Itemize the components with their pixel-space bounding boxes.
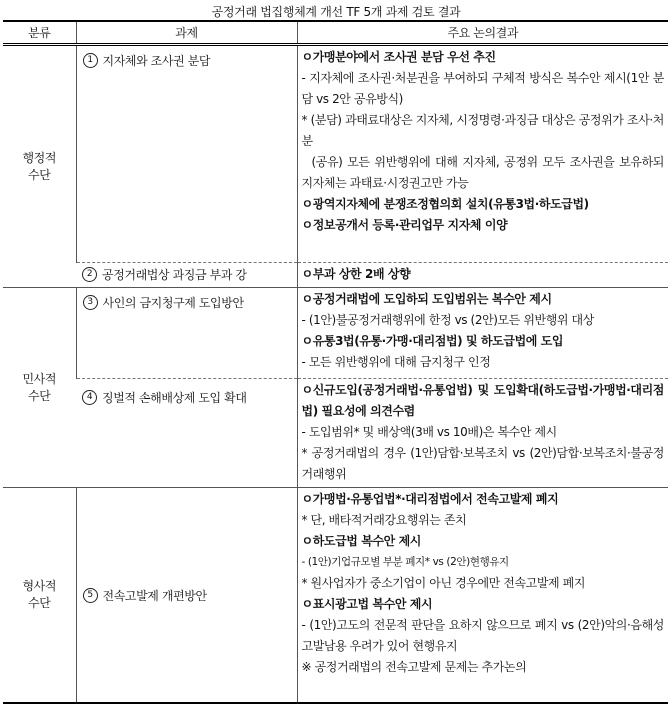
task-label-5: 전속고발제 개편방안 [102, 588, 207, 603]
task-label-1: 지자체와 조사권 분담 [102, 54, 211, 68]
circled-number-5: 5 [83, 588, 98, 603]
circled-number-2: 2 [82, 267, 97, 282]
result-line: ㅇ가맹분야에서 조사권 분담 우선 추진 [301, 50, 496, 64]
result-line: ㅇ가맹법·유통업법*·대리점법에서 전속고발제 폐지 [301, 492, 559, 506]
result-cell-3 [297, 288, 668, 379]
task-cell-4 [76, 379, 297, 488]
result-line: ㅇ부과 상한 2배 상향 [301, 267, 411, 281]
result-line: * 공정거래법의 경우 (1안)담합·보복조치 vs (2안)담합·보복조치·불공정거래행위 [301, 446, 664, 481]
task-cell-5 [76, 488, 297, 704]
table-row [3, 379, 668, 488]
table-header-row [3, 21, 668, 45]
result-line: ㅇ광역지자체에 분쟁조정협의회 설치(유통3법·하도급법) [301, 197, 589, 211]
result-line: - 도입범위* 및 배상액(3배 vs 10배)은 복수안 제시 [301, 425, 557, 439]
task-cell-3 [76, 288, 297, 379]
result-line: * 단, 배타적거래강요행위는 존치 [301, 513, 467, 527]
header-category: 분류 [3, 21, 76, 45]
result-line: ㅇ표시광고법 복수안 제시 [301, 597, 433, 611]
task-cell-1 [76, 45, 297, 263]
result-line: * (분담) 과태료대상은 지자체, 시정명령·과징금 대상은 공정위가 조사·처분 [301, 113, 664, 148]
table-row [3, 45, 668, 263]
review-table [3, 20, 668, 704]
result-line: - 모든 위반행위에 대해 금지청구 인정 [301, 355, 491, 369]
category-admin: 행정적 수단 [3, 45, 76, 288]
result-line: ㅇ정보공개서 등록·관리업무 지자체 이양 [301, 218, 508, 232]
document-title: 공정거래 법집행체계 개선 TF 5개 과제 검토 결과 [211, 5, 461, 19]
result-line: ※ 공정거래법의 전속고발제 문제는 추가논의 [301, 660, 527, 674]
result-line: ㅇ하도급법 복수안 제시 [301, 534, 421, 548]
table-row [3, 263, 668, 288]
result-line: - (1안)기업규모별 부분 폐지* vs (2안)현행유지 [301, 556, 509, 568]
category-criminal: 형사적 수단 [3, 488, 76, 704]
result-line: ㅇ공정거래법에 도입하되 도입범위는 복수안 제시 [301, 292, 552, 306]
result-line: * 원사업자가 중소기업이 아닌 경우에만 전속고발제 폐지 [301, 576, 586, 590]
task-label-4: 징벌적 손해배상제 도입 확대 [102, 391, 247, 405]
result-cell-4 [297, 379, 668, 488]
task-label-3: 사인의 금지청구제 도입방안 [102, 296, 244, 310]
task-cell-2 [76, 263, 297, 288]
result-cell-5 [297, 488, 668, 704]
result-line: - (1안)불공정거래행위에 한정 vs (2안)모든 위반행위 대상 [301, 313, 594, 327]
result-cell-2 [297, 263, 668, 288]
table-row [3, 488, 668, 704]
result-line: - (1안)고도의 전문적 판단을 요하지 않으므로 폐지 vs (2안)악의·음해성 고발남용 우려가 있어 현행유지 [301, 618, 664, 653]
task-label-2: 공정거래법상 과징금 부과 강 [102, 268, 247, 282]
header-task: 과제 [76, 21, 297, 45]
circled-number-4: 4 [82, 390, 97, 405]
header-result: 주요 논의결과 [297, 21, 668, 45]
result-line: ㅇ유통3법(유통·가맹·대리점법) 및 하도급법에 도입 [301, 334, 564, 348]
circled-number-1: 1 [83, 53, 98, 68]
category-civil: 민사적 수단 [3, 288, 76, 488]
result-cell-1 [297, 45, 668, 263]
result-line: - 지자체에 조사권·처분권을 부여하되 구체적 방식은 복수안 제시(1안 분담 vs 2안 공유방식) [301, 71, 664, 106]
table-row [3, 288, 668, 379]
circled-number-3: 3 [83, 295, 98, 310]
result-line: (공유) 모든 위반행위에 대해 지자체, 공정위 모두 조사권을 보유하되 지자체는 과태료·시정권고만 가능 [301, 155, 664, 190]
result-line: ㅇ신규도입(공정거래법·유통업법) 및 도입확대(하도급법·가맹법·대리점법) 필요성에 의견수렴 [301, 383, 664, 418]
